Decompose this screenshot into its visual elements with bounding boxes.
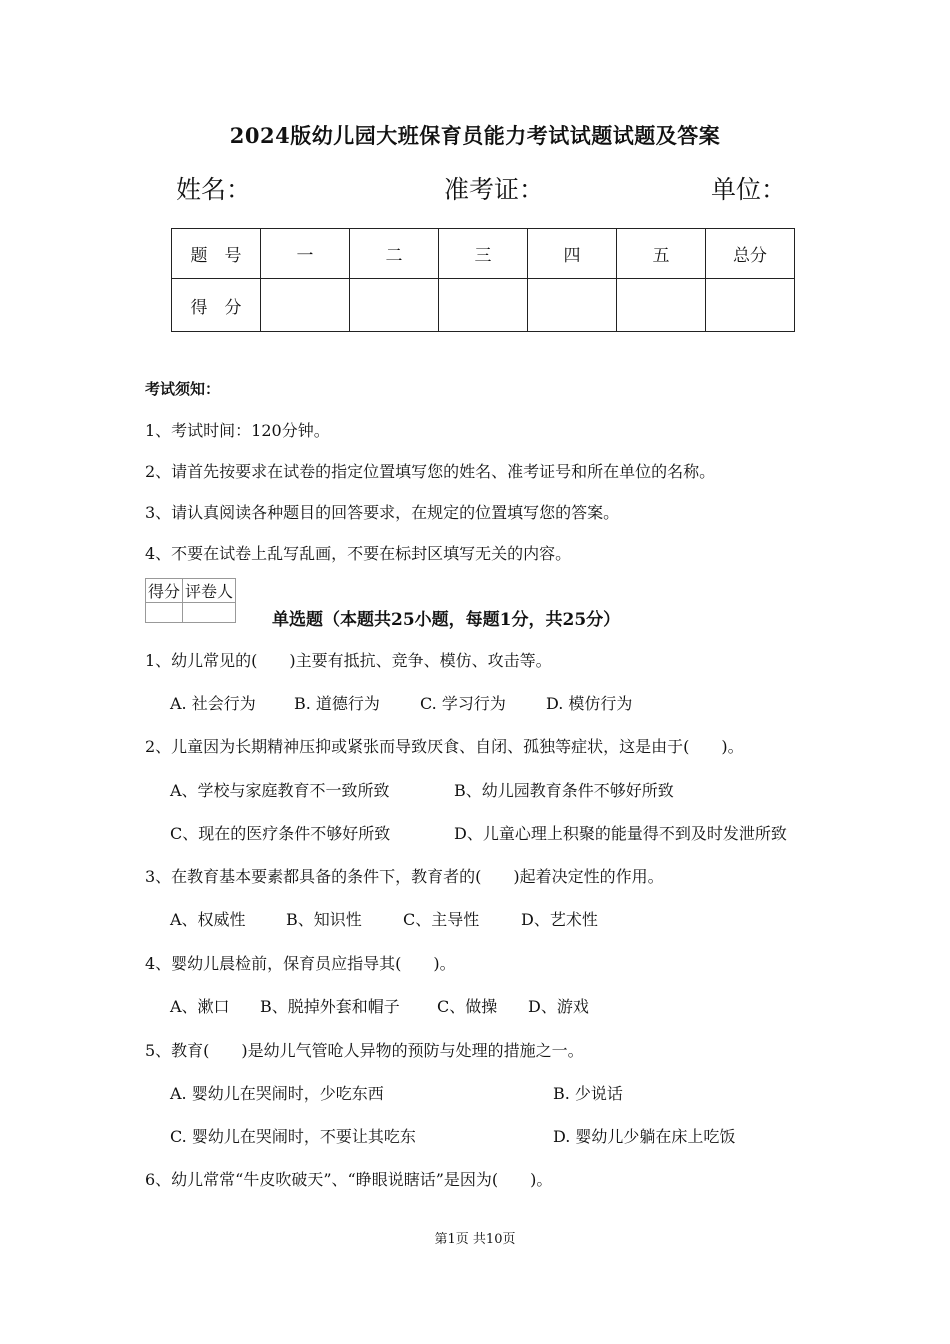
option-b[interactable]: B. 少说话: [553, 1084, 623, 1103]
notice-item: 1、考试时间：120分钟。: [145, 421, 330, 440]
grader-score-cell[interactable]: [146, 603, 183, 623]
score-cell[interactable]: [528, 279, 617, 332]
option-a[interactable]: A、漱口: [170, 997, 230, 1016]
score-table-score-row: [172, 279, 795, 332]
grader-reviewer-cell[interactable]: [183, 603, 236, 623]
header-cell-1: 一: [261, 229, 350, 279]
option-d[interactable]: D、艺术性: [521, 910, 598, 929]
grader-table: [145, 578, 236, 623]
question-stem: 1、幼儿常见的( )主要有抵抗、竞争、模仿、攻击等。: [145, 651, 552, 670]
score-cell[interactable]: [706, 279, 795, 332]
notice-item: 2、请首先按要求在试卷的指定位置填写您的姓名、准考证号和所在单位的名称。: [145, 462, 716, 481]
unit-field-label: 单位：: [711, 175, 787, 204]
option-c[interactable]: C. 学习行为: [420, 694, 506, 713]
notice-item: 4、不要在试卷上乱写乱画，不要在标封区填写无关的内容。: [145, 544, 572, 563]
grader-reviewer-label: 评卷人: [183, 579, 236, 603]
page-number-footer: 第1页 共10页: [434, 1232, 516, 1247]
question-stem: 5、教育( )是幼儿气管呛人异物的预防与处理的措施之一。: [145, 1041, 584, 1060]
score-cell[interactable]: [617, 279, 706, 332]
header-cell-4: 四: [528, 229, 617, 279]
score-table-header-row: [172, 229, 795, 279]
score-cell[interactable]: [261, 279, 350, 332]
option-b[interactable]: B. 道德行为: [294, 694, 380, 713]
name-field-label: 姓名：: [176, 175, 252, 204]
question-stem: 3、在教育基本要素都具备的条件下，教育者的( )起着决定性的作用。: [145, 867, 664, 886]
option-a[interactable]: A、权威性: [170, 910, 246, 929]
score-table: [171, 228, 795, 332]
header-cell-total: 总分: [706, 229, 795, 279]
header-cell-label: 题 号: [172, 229, 261, 279]
header-cell-2: 二: [350, 229, 439, 279]
option-b[interactable]: B、脱掉外套和帽子: [260, 997, 400, 1016]
option-a[interactable]: A. 社会行为: [170, 694, 256, 713]
question-stem: 2、儿童因为长期精神压抑或紧张而导致厌食、自闭、孤独等症状，这是由于( )。: [145, 737, 744, 756]
notice-heading: 考试须知：: [145, 380, 221, 398]
section-title: 单选题（本题共25小题，每题1分，共25分）: [272, 610, 621, 630]
option-d[interactable]: D、儿童心理上积聚的能量得不到及时发泄所致: [454, 824, 787, 843]
option-b[interactable]: B、知识性: [286, 910, 362, 929]
score-cell[interactable]: [350, 279, 439, 332]
option-c[interactable]: C、现在的医疗条件不够好所致: [170, 824, 391, 843]
score-row-label: 得 分: [172, 279, 261, 332]
option-d[interactable]: D、游戏: [528, 997, 589, 1016]
question-stem: 4、婴幼儿晨检前，保育员应指导其( )。: [145, 954, 456, 973]
grader-score-label: 得分: [146, 579, 183, 603]
option-a[interactable]: A. 婴幼儿在哭闹时，少吃东西: [170, 1084, 384, 1103]
option-d[interactable]: D. 模仿行为: [546, 694, 633, 713]
header-cell-3: 三: [439, 229, 528, 279]
header-cell-5: 五: [617, 229, 706, 279]
question-stem: 6、幼儿常常“牛皮吹破天”、“睁眼说瞎话”是因为( )。: [145, 1170, 553, 1189]
option-c[interactable]: C. 婴幼儿在哭闹时，不要让其吃东: [170, 1127, 416, 1146]
score-cell[interactable]: [439, 279, 528, 332]
option-a[interactable]: A、学校与家庭教育不一致所致: [170, 781, 390, 800]
option-c[interactable]: C、做操: [437, 997, 498, 1016]
option-d[interactable]: D. 婴幼儿少躺在床上吃饭: [553, 1127, 736, 1146]
option-c[interactable]: C、主导性: [403, 910, 480, 929]
exam-id-field-label: 准考证：: [444, 175, 545, 204]
option-b[interactable]: B、幼儿园教育条件不够好所致: [454, 781, 674, 800]
page-title: 2024版幼儿园大班保育员能力考试试题试题及答案: [229, 123, 721, 148]
notice-item: 3、请认真阅读各种题目的回答要求，在规定的位置填写您的答案。: [145, 503, 620, 522]
